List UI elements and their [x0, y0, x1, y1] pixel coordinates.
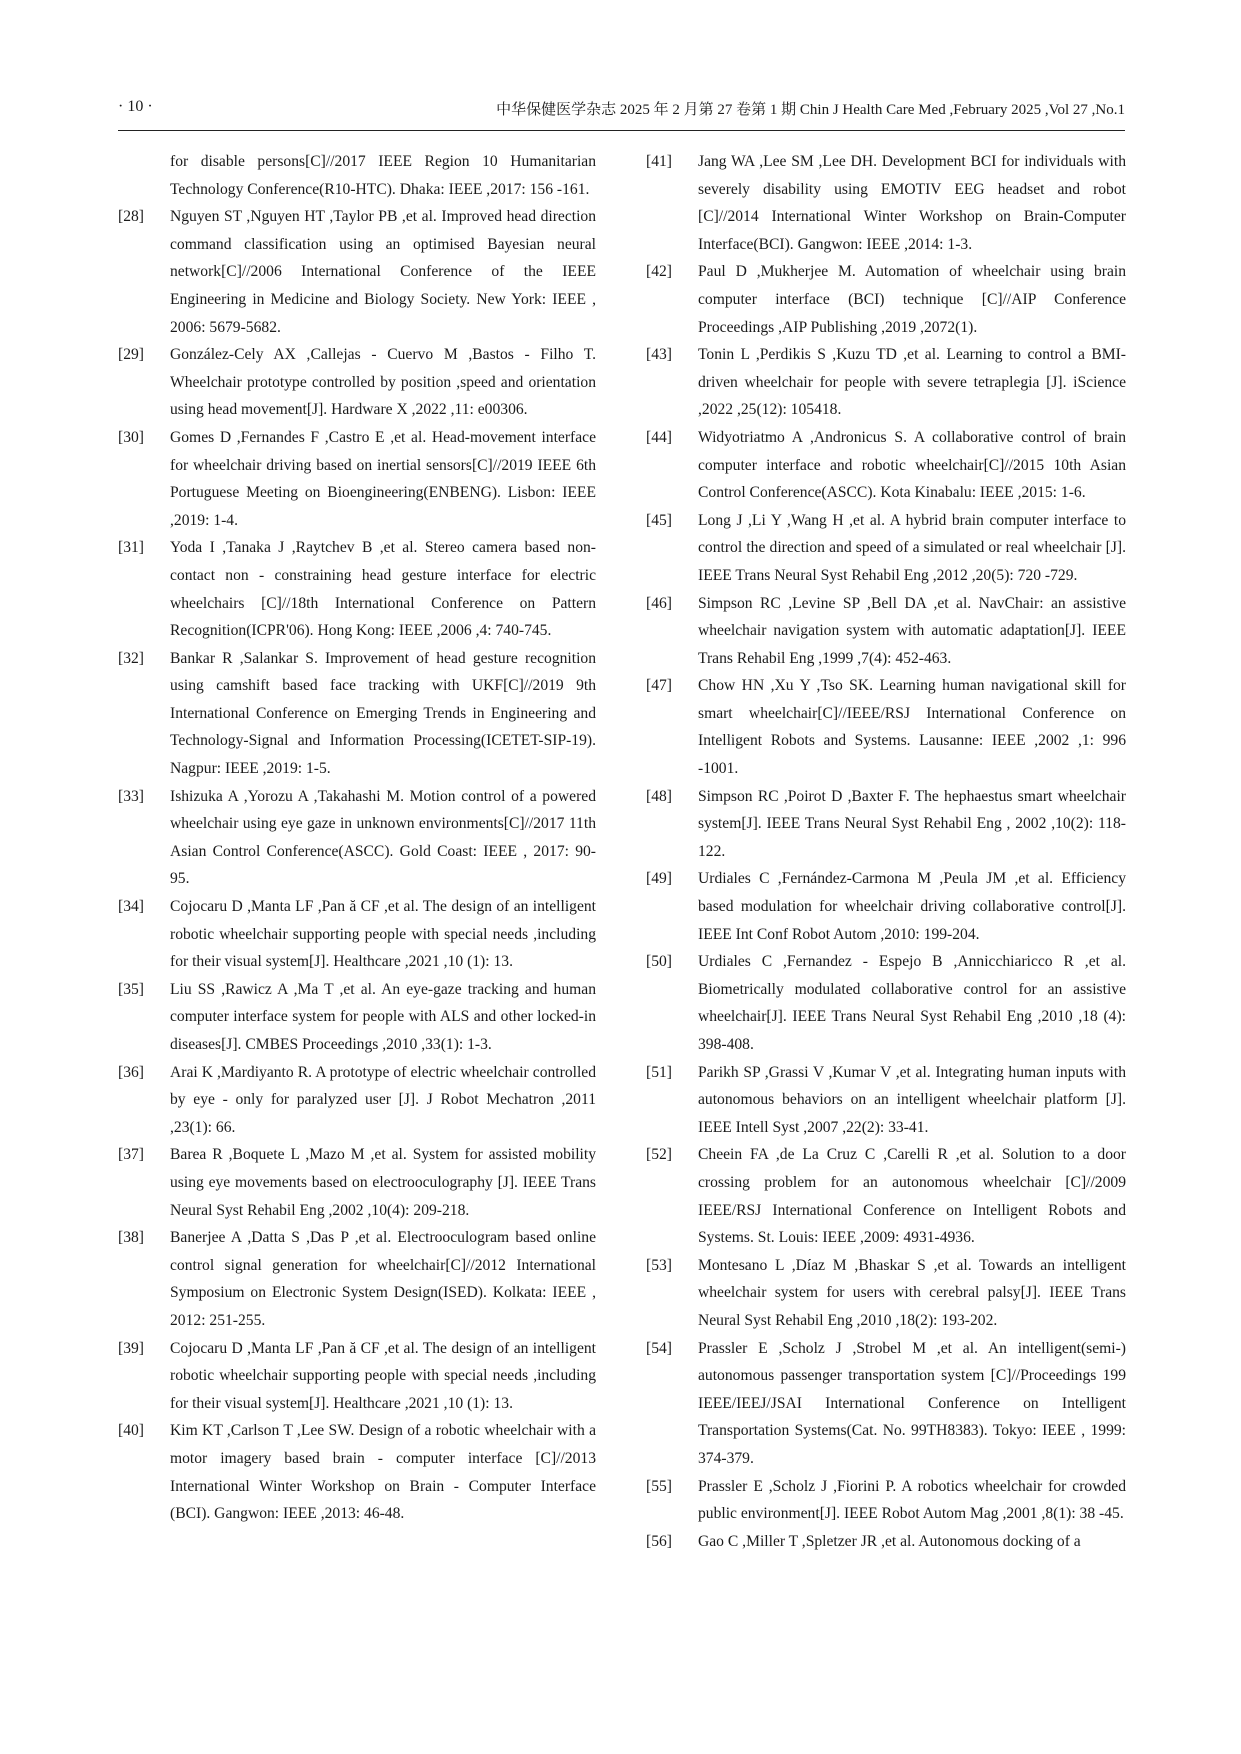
- right-column: [646, 148, 1126, 1555]
- reference-text: Cojocaru D ,Manta LF ,Pan ă CF ,et al. The design of an intelligent robotic wheelchair supporting people with special needs ,including for their visual system[J]. Healthcare ,2021 ,10 (1): 13.: [170, 898, 596, 971]
- reference-text: González-Cely AX ,Callejas - Cuervo M ,Bastos - Filho T. Wheelchair prototype controlled by position ,speed and orientation using head movement[J]. Hardware X ,2022 ,11: e00306.: [170, 346, 596, 419]
- reference-number: [51]: [646, 1063, 672, 1081]
- reference-item: [646, 783, 1126, 866]
- reference-item: [646, 865, 1126, 948]
- left-column: [118, 148, 596, 1528]
- reference-number: [56]: [646, 1532, 672, 1550]
- reference-text: Chow HN ,Xu Y ,Tso SK. Learning human navigational skill for smart wheelchair[C]//IEEE/RSJ International Conference on Intelligent Robots and Systems. Lausanne: IEEE ,2002 ,1: 996 -1001.: [698, 677, 1126, 778]
- reference-text: Paul D ,Mukherjee M. Automation of wheelchair using brain computer interface (BCI) technique [C]//AIP Conference Proceedings ,AIP Publishing ,2019 ,2072(1).: [698, 263, 1126, 336]
- reference-text: Nguyen ST ,Nguyen HT ,Taylor PB ,et al. Improved head direction command classification using an optimised Bayesian neural network[C]//2006 International Conference of the IEEE Engineering in Medicine and Biology Society. New York: IEEE , 2006: 5679-5682.: [170, 208, 596, 336]
- reference-text: Cheein FA ,de La Cruz C ,Carelli R ,et al. Solution to a door crossing problem for an autonomous wheelchair [C]//2009 IEEE/RSJ International Conference on Intelligent Robots and Systems. St. Louis: IEEE ,2009: 4931-4936.: [698, 1146, 1126, 1247]
- reference-number: [43]: [646, 346, 672, 364]
- reference-item: [118, 645, 596, 783]
- reference-item: [646, 948, 1126, 1058]
- reference-number: [45]: [646, 511, 672, 529]
- reference-item: [118, 1335, 596, 1418]
- reference-number: [34]: [118, 898, 144, 916]
- reference-item: [646, 672, 1126, 782]
- reference-number: [41]: [646, 153, 672, 170]
- reference-item: [646, 1059, 1126, 1142]
- reference-number: [31]: [118, 539, 144, 557]
- reference-number: [35]: [118, 980, 144, 998]
- reference-number: [30]: [118, 428, 144, 446]
- reference-number: [39]: [118, 1339, 144, 1357]
- reference-text: Ishizuka A ,Yorozu A ,Takahashi M. Motion control of a powered wheelchair using eye gaze in unknown environments[C]//2017 11th Asian Control Conference(ASCC). Gold Coast: IEEE , 2017: 90-95.: [170, 787, 596, 888]
- reference-item: [646, 1473, 1126, 1528]
- reference-number: [37]: [118, 1146, 144, 1164]
- reference-number: [49]: [646, 870, 672, 888]
- reference-text: Simpson RC ,Poirot D ,Baxter F. The hephaestus smart wheelchair system[J]. IEEE Trans Neural Syst Rehabil Eng , 2002 ,10(2): 118-122.: [698, 787, 1126, 860]
- reference-text: Simpson RC ,Levine SP ,Bell DA ,et al. NavChair: an assistive wheelchair navigation system with automatic adaptation[J]. IEEE Trans Rehabil Eng ,1999 ,7(4): 452-463.: [698, 594, 1126, 667]
- reference-item: [646, 424, 1126, 507]
- reference-item: [118, 976, 596, 1059]
- reference-text: Liu SS ,Rawicz A ,Ma T ,et al. An eye-gaze tracking and human computer interface system for people with ALS and other locked-in diseases[J]. CMBES Proceedings ,2010 ,33(1): 1-3.: [170, 980, 596, 1053]
- reference-item: [646, 1528, 1126, 1556]
- reference-number: [38]: [118, 1229, 144, 1247]
- reference-item: [646, 148, 1126, 258]
- reference-text: Cojocaru D ,Manta LF ,Pan ă CF ,et al. The design of an intelligent robotic wheelchair supporting people with special needs ,including for their visual system[J]. Healthcare ,2021 ,10 (1): 13.: [170, 1339, 596, 1412]
- reference-number: [48]: [646, 787, 672, 805]
- reference-text: Yoda I ,Tanaka J ,Raytchev B ,et al. Stereo camera based non-contact non - constraining head gesture interface for electric wheelchairs [C]//18th International Conference on Pattern Recognition(ICPR'06). Hong Kong: IEEE ,2006 ,4: 740-745.: [170, 539, 596, 640]
- reference-text: Parikh SP ,Grassi V ,Kumar V ,et al. Integrating human inputs with autonomous behaviors on an intelligent wheelchair platform [J]. IEEE Intell Syst ,2007 ,22(2): 33-41.: [698, 1063, 1126, 1136]
- reference-number: [52]: [646, 1146, 672, 1164]
- reference-number: [36]: [118, 1063, 144, 1081]
- reference-number: [40]: [118, 1422, 144, 1440]
- reference-number: [46]: [646, 594, 672, 612]
- reference-item: [118, 893, 596, 976]
- page-number: · 10 ·: [118, 98, 153, 115]
- reference-item: [646, 507, 1126, 590]
- reference-text: Bankar R ,Salankar S. Improvement of head gesture recognition using camshift based face tracking with UKF[C]//2019 9th International Conference on Emerging Trends in Engineering and Technology-Signal and Information Processing(ICETET-SIP-19). Nagpur: IEEE ,2019: 1-5.: [170, 649, 596, 778]
- reference-number: [33]: [118, 787, 144, 805]
- reference-number: [32]: [118, 649, 144, 667]
- reference-item: [118, 1224, 596, 1334]
- reference-number: [54]: [646, 1339, 672, 1357]
- reference-item: [118, 424, 596, 534]
- reference-text: Banerjee A ,Datta S ,Das P ,et al. Electrooculogram based online control signal generation for wheelchair[C]//2012 International Symposium on Electronic System Design(ISED). Kolkata: IEEE , 2012: 251-255.: [170, 1229, 596, 1329]
- reference-number: [28]: [118, 208, 144, 226]
- reference-text: Long J ,Li Y ,Wang H ,et al. A hybrid brain computer interface to control the direction and speed of a simulated or real wheelchair [J]. IEEE Trans Neural Syst Rehabil Eng ,2012 ,20(5): 720 -729.: [698, 511, 1126, 584]
- reference-text: Jang WA ,Lee SM ,Lee DH. Development BCI for individuals with severely disability using EMOTIV EEG headset and robot [C]//2014 International Winter Workshop on Brain-Computer Interface(BCI). Gangwon: IEEE ,2014: 1-3.: [698, 153, 1126, 253]
- reference-number: [47]: [646, 677, 672, 695]
- reference-text: Tonin L ,Perdikis S ,Kuzu TD ,et al. Learning to control a BMI-driven wheelchair for people with severe tetraplegia [J]. iScience ,2022 ,25(12): 105418.: [698, 346, 1126, 419]
- journal-running-title: 中华保健医学杂志 2025 年 2 月第 27 卷第 1 期 Chin J Health Care Med ,February 2025 ,Vol 27 ,No.1: [496, 102, 1125, 118]
- reference-continuation: for disable persons[C]//2017 IEEE Region 10 Humanitarian Technology Conference(R10-HTC). Dhaka: IEEE ,2017: 156 -161.: [170, 153, 596, 198]
- header-rule: [118, 130, 1125, 131]
- left-reference-list: [118, 203, 596, 1528]
- reference-text: Montesano L ,Díaz M ,Bhaskar S ,et al. Towards an intelligent wheelchair system for users with cerebral palsy[J]. IEEE Trans Neural Syst Rehabil Eng ,2010 ,18(2): 193-202.: [698, 1256, 1126, 1329]
- reference-text: Widyotriatmo A ,Andronicus S. A collaborative control of brain computer interface and robotic wheelchair[C]//2015 10th Asian Control Conference(ASCC). Kota Kinabalu: IEEE ,2015: 1-6.: [698, 428, 1126, 502]
- reference-text: Gao C ,Miller T ,Spletzer JR ,et al. Autonomous docking of a: [698, 1532, 1081, 1550]
- reference-item: [646, 1141, 1126, 1251]
- reference-number: [50]: [646, 953, 672, 971]
- reference-text: Gomes D ,Fernandes F ,Castro E ,et al. Head-movement interface for wheelchair driving based on inertial sensors[C]//2019 IEEE 6th Portuguese Meeting on Bioengineering(ENBENG). Lisbon: IEEE ,2019: 1-4.: [170, 428, 596, 529]
- reference-text: Urdiales C ,Fernández-Carmona M ,Peula JM ,et al. Efficiency based modulation for wheelchair driving collaborative control[J]. IEEE Int Conf Robot Autom ,2010: 199-204.: [698, 870, 1126, 943]
- reference-text: Arai K ,Mardiyanto R. A prototype of electric wheelchair controlled by eye - only for paralyzed user [J]. J Robot Mechatron ,2011 ,23(1): 66.: [170, 1063, 596, 1136]
- reference-number: [42]: [646, 263, 672, 281]
- right-reference-list: [646, 148, 1126, 1555]
- page-header: [0, 98, 1241, 122]
- reference-item: [646, 341, 1126, 424]
- reference-text: Prassler E ,Scholz J ,Fiorini P. A robotics wheelchair for crowded public environment[J]. IEEE Robot Autom Mag ,2001 ,8(1): 38 -45.: [698, 1477, 1126, 1523]
- reference-text: Barea R ,Boquete L ,Mazo M ,et al. System for assisted mobility using eye movements based on electrooculography [J]. IEEE Trans Neural Syst Rehabil Eng ,2002 ,10(4): 209-218.: [170, 1146, 596, 1219]
- reference-item: [118, 203, 596, 341]
- reference-item: [118, 341, 596, 424]
- reference-text: Prassler E ,Scholz J ,Strobel M ,et al. An intelligent(semi-) autonomous passenger transportation system [C]//Proceedings 199 IEEE/IEEJ/JSAI International Conference on Intelligent Transportation Systems(Cat. No. 99TH8383). Tokyo: IEEE , 1999: 374-379.: [698, 1339, 1126, 1467]
- reference-text: Urdiales C ,Fernandez - Espejo B ,Annicchiaricco R ,et al. Biometrically modulated collaborative control for an assistive wheelchair[J]. IEEE Trans Neural Syst Rehabil Eng ,2010 ,18 (4): 398-408.: [698, 953, 1126, 1053]
- reference-item: [646, 590, 1126, 673]
- reference-item: [118, 1417, 596, 1527]
- reference-item: [646, 258, 1126, 341]
- reference-number: [55]: [646, 1477, 672, 1495]
- reference-number: [44]: [646, 428, 672, 446]
- reference-item: [118, 534, 596, 644]
- reference-item: [118, 783, 596, 893]
- reference-item: [118, 1059, 596, 1142]
- reference-item: [646, 1335, 1126, 1473]
- reference-item: [646, 1252, 1126, 1335]
- reference-text: Kim KT ,Carlson T ,Lee SW. Design of a robotic wheelchair with a motor imagery based brain - computer interface [C]//2013 International Winter Workshop on Brain - Computer Interface (BCI). Gangwon: IEEE ,2013: 46-48.: [170, 1422, 596, 1523]
- reference-number: [53]: [646, 1256, 672, 1274]
- reference-number: [29]: [118, 346, 144, 364]
- reference-item: [118, 1141, 596, 1224]
